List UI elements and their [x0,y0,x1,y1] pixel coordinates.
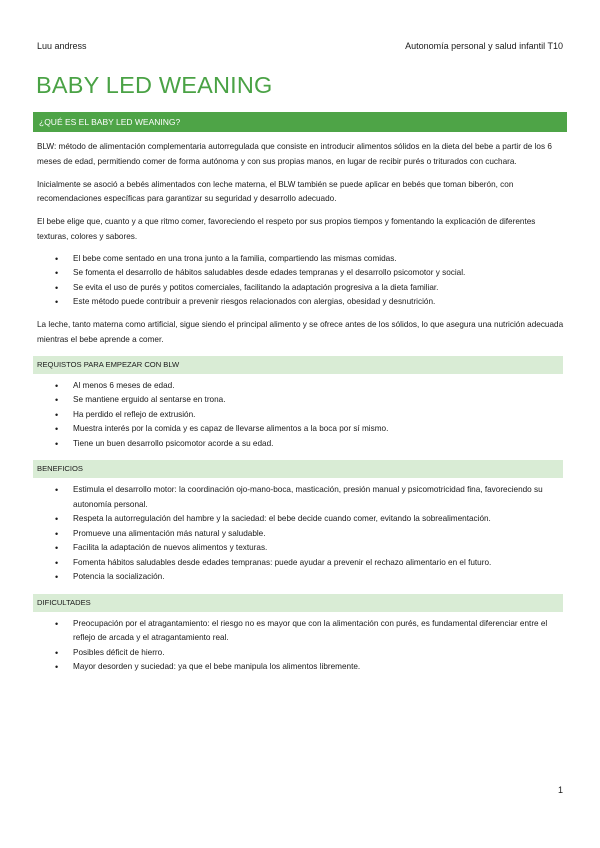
bullet-list-requisitos [37,379,565,452]
paragraph-definition: BLW: método de alimentación complementaria autorregulada que consiste en introducir alimentos sólidos en la dieta del bebe a partir de los 6 meses de edad, permitiendo comer de forma autónoma y con sus propias manos, en lugar de recibir purés o triturados con cuchara. [37,142,552,166]
list-item: • Se fomenta el desarrollo de hábitos saludables desde edades tempranas y el desarrollo psicomotor y social. [37,266,565,281]
list-item: • Mayor desorden y suciedad: ya que el bebe manipula los alimentos libremente. [37,660,565,675]
bullet-list-beneficios [37,483,565,585]
bullet-list-dificultades [37,617,565,675]
header-author: Luu andress [37,41,87,51]
list-item: • Este método puede contribuir a prevenir riesgos relacionados con alergias, obesidad y desnutrición. [37,295,565,310]
list-item: • Muestra interés por la comida y es capaz de llevarse alimentos a la boca por sí mismo. [37,422,565,437]
section-heading-requisitos: REQUISTOS PARA EMPEZAR CON BLW [33,356,563,374]
paragraph-milk: La leche, tanto materna como artificial, sigue siendo el principal alimento y se ofrece antes de los sólidos, lo que asegura una nutrición adecuada mientras el bebe aprende a comer. [37,320,564,344]
paragraph-choice: El bebe elige que, cuanto y a que ritmo comer, favoreciendo el respeto por sus propios tiempos y fomentando la explicación de diferentes texturas, colores y sabores. [37,217,536,241]
bullet-list-main [37,252,565,310]
paragraph-origin: Inicialmente se asoció a bebés alimentados con leche materna, el BLW también se puede aplicar en bebés que toman biberón, con recomendaciones específicas para garantizar su seguridad y desarrollo adecuado. [37,179,514,203]
document-body [37,140,565,684]
list-item: • Potencia la socialización. [37,570,565,585]
list-item: • Tiene un buen desarrollo psicomotor acorde a su edad. [37,437,565,452]
list-item: • Al menos 6 meses de edad. [37,379,565,394]
list-item: • El bebe come sentado en una trona junto a la familia, compartiendo las mismas comidas. [37,252,565,267]
list-item: • Preocupación por el atragantamiento: el riesgo no es mayor que con la alimentación con purés, es fundamental diferenciar entre el reflejo de arcada y el atragantamiento real. [37,617,565,646]
list-item: • Posibles déficit de hierro. [37,646,565,661]
list-item: • Facilita la adaptación de nuevos alimentos y texturas. [37,541,565,556]
section-heading-dificultades: DIFICULTADES [33,594,563,612]
list-item: • Estimula el desarrollo motor: la coordinación ojo-mano-boca, masticación, presión manual y psicomotricidad fina, favoreciendo su autonomía personal. [37,483,565,512]
list-item: • Fomenta hábitos saludables desde edades tempranas: puede ayudar a prevenir el rechazo alimentario en el futuro. [37,556,565,571]
page-number: 1 [557,785,563,795]
section-heading-main: ¿QUÉ ES EL BABY LED WEANING? [33,112,567,132]
list-item: • Ha perdido el reflejo de extrusión. [37,408,565,423]
header-course: Autonomía personal y salud infantil T10 [405,41,563,51]
page-title: BABY LED WEANING [36,72,273,98]
list-item: • Se evita el uso de purés y potitos comerciales, facilitando la adaptación progresiva a la dieta familiar. [37,281,565,296]
section-heading-beneficios: BENEFICIOS [33,460,563,478]
list-item: • Se mantiene erguido al sentarse en trona. [37,393,565,408]
list-item: • Promueve una alimentación más natural y saludable. [37,527,565,542]
list-item: • Respeta la autorregulación del hambre y la saciedad: el bebe decide cuando comer, evitando la sobrealimentación. [37,512,565,527]
